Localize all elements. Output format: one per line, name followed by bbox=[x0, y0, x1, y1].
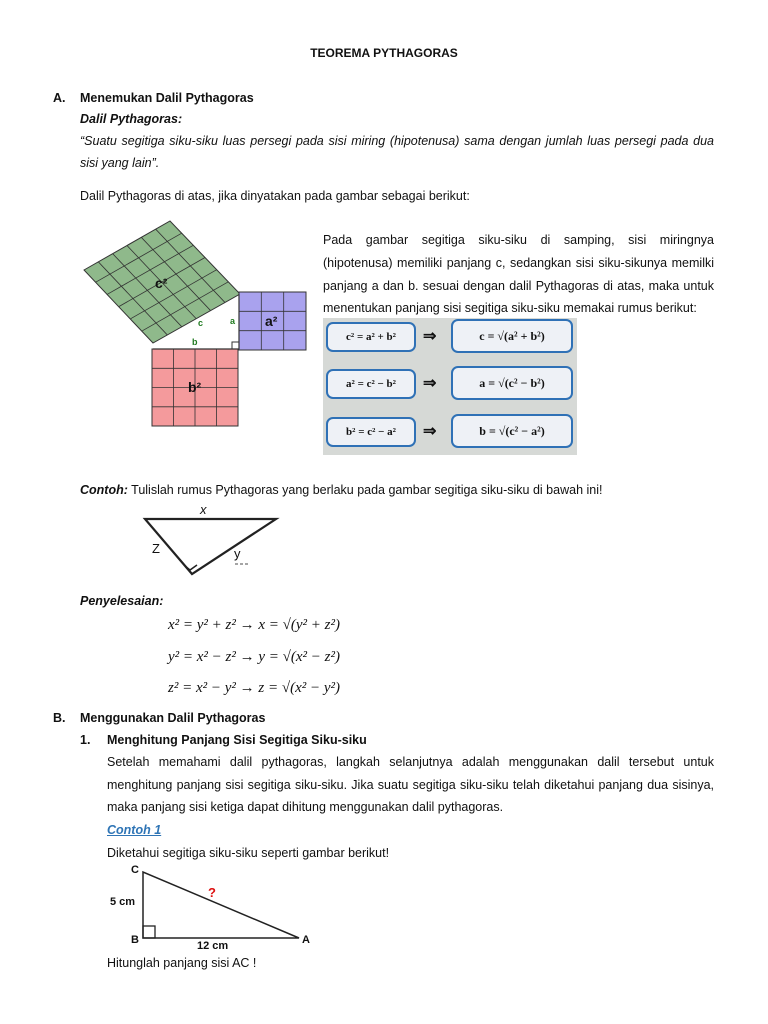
formula-3-arrow: ⇒ bbox=[423, 423, 437, 440]
figure-intro-text: Dalil Pythagoras di atas, jika dinyatakan pada gambar sebagai berikut: bbox=[80, 189, 470, 203]
section-b-heading: Menggunakan Dalil Pythagoras bbox=[80, 711, 266, 725]
equation-3: z² = x² − y² → z = √(x² − y²) bbox=[168, 680, 341, 696]
vertex-b: B bbox=[131, 934, 139, 946]
label-c: c bbox=[198, 318, 204, 328]
label-z: Z bbox=[152, 541, 160, 556]
formula-1-left: c² = a² + b² bbox=[326, 322, 416, 352]
contoh-1-heading: Contoh 1 bbox=[107, 823, 162, 837]
page-title: TEOREMA PYTHAGORAS bbox=[310, 46, 458, 60]
equation-1: x² = y² + z² → x = √(y² + z²) bbox=[168, 617, 341, 633]
formula-2-left: a² = c² − b² bbox=[326, 369, 416, 399]
label-b: b bbox=[192, 337, 198, 347]
side-ab-length: 12 cm bbox=[197, 940, 229, 952]
contoh-1-question: Hitunglah panjang sisi AC ! bbox=[107, 956, 257, 970]
dalil-quote-line1: “Suatu segitiga siku-siku luas persegi pada sisi miring (hipotenusa) sama dengan jumlah luas persegi pada dua bbox=[80, 134, 714, 148]
formula-1-arrow: ⇒ bbox=[423, 328, 437, 345]
figure-desc-line3: panjang a dan b. sesuai dengan dalil Pythagoras di atas, maka untuk bbox=[323, 279, 714, 293]
side-ac-unknown: ? bbox=[208, 885, 216, 900]
formula-3-left: b² = c² − a² bbox=[326, 417, 416, 447]
figure-desc-line4: menentukan panjang sisi segitiga siku-siku memakai rumus berikut: bbox=[323, 301, 697, 315]
label-c2: c² bbox=[155, 275, 168, 291]
abc-triangle-figure bbox=[105, 860, 325, 955]
section-b-letter: B. bbox=[53, 711, 66, 725]
subsection-number: 1. bbox=[80, 733, 91, 747]
figure-desc-line1: Pada gambar segitiga siku-siku di samping, sisi miringnya bbox=[323, 233, 714, 247]
pythagoras-squares-figure bbox=[80, 215, 310, 430]
formula-3-right: b = √(c² − a²) bbox=[451, 414, 573, 448]
label-y: y bbox=[234, 546, 241, 561]
dalil-label: Dalil Pythagoras: bbox=[80, 112, 183, 126]
dalil-quote-line2: sisi yang lain”. bbox=[80, 156, 160, 170]
contoh-1-text: Diketahui segitiga siku-siku seperti gambar berikut! bbox=[107, 846, 390, 860]
contoh-text: Tulislah rumus Pythagoras yang berlaku pada gambar segitiga siku-siku di bawah ini! bbox=[127, 483, 603, 497]
section-b-para-line3: maka panjang sisi ketiga dapat dihitung menggunakan dalil pythagoras. bbox=[107, 800, 504, 814]
right-angle-marker bbox=[232, 342, 239, 349]
right-angle-marker bbox=[143, 926, 155, 938]
vertex-a: A bbox=[302, 934, 310, 946]
label-a: a bbox=[230, 316, 236, 326]
equation-2: y² = x² − z² → y = √(x² − z²) bbox=[168, 649, 341, 665]
contoh-label: Contoh: bbox=[80, 483, 128, 497]
penyelesaian-label: Penyelesaian: bbox=[80, 594, 164, 608]
label-b2: b² bbox=[188, 379, 202, 395]
formula-2-arrow: ⇒ bbox=[423, 375, 437, 392]
section-b-para-line2: menghitung panjang sisi segitiga siku-siku. Jika suatu segitiga siku-siku telah diketahui panjang dua sisinya, bbox=[107, 778, 714, 792]
label-a2: a² bbox=[265, 313, 278, 329]
section-b-para-line1: Setelah memahami dalil pythagoras, langkah selanjutnya adalah menggunakan dalil tersebut untuk bbox=[107, 755, 714, 769]
figure-desc-line2: (hipotenusa) memiliki panjang c, sedangkan sisi siku-sikunya memilki bbox=[323, 256, 714, 270]
subsection-heading: Menghitung Panjang Sisi Segitiga Siku-siku bbox=[107, 733, 367, 747]
side-bc-length: 5 cm bbox=[110, 896, 136, 908]
formula-panel bbox=[323, 318, 577, 455]
contoh-instruction bbox=[80, 483, 602, 497]
xyz-triangle-figure bbox=[140, 500, 290, 580]
vertex-c: C bbox=[131, 864, 139, 876]
label-x: x bbox=[200, 502, 207, 517]
section-a-heading: Menemukan Dalil Pythagoras bbox=[80, 91, 254, 105]
section-a-letter: A. bbox=[53, 91, 66, 105]
formula-2-right: a = √(c² − b²) bbox=[451, 366, 573, 400]
formula-1-right: c = √(a² + b²) bbox=[451, 319, 573, 353]
